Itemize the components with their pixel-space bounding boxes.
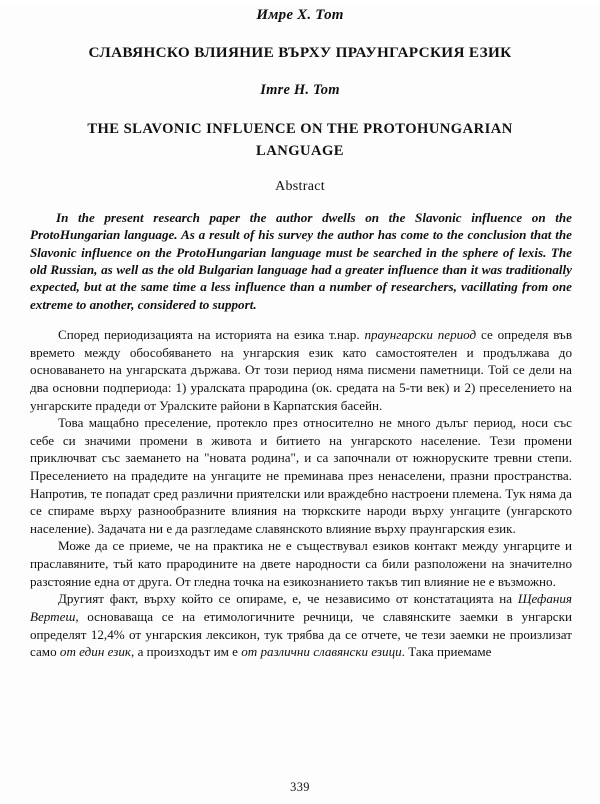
text-run: Според периодизацията на историята на езика т.нар.: [58, 327, 365, 343]
article-title-latin: THE SLAVONIC INFLUENCE ON THE PROTOHUNGARIAN LANGUAGE: [87, 121, 513, 159]
text-run: Може да се приеме, че на практика не е съществувал езиков контакт между унгарците и праславяните, тъй като прародините на двете народности са били разположени на значително разстояние една от друга. От гледна точка на езикознанието такъв тип влияние не е възможно.: [30, 538, 572, 589]
text-run: , основаваща се на етимологичните речници, че славянските заемки в унгарски определят 12,4% от унгарския лексикон, тук трябва да се отчете, че тези заемки не произлизат само: [30, 608, 572, 660]
text-run: Това мащабно преселение, протекло през относително не много дълъг период, носи със себе си значими промени в живота и битието на унгарското население. Тези промени приключват със заемането на "новата родина", и са започнали от южноруските тревни степи. Преселението на прадедите на унгаците не преминава през ненаселени, празни пространства. Напротив, те попадат сред различни приятелски или враждебно настроени племена. Тук няма да се спираме върху разнообразните влияния на тюркските народи върху унгаците (унгарското население). Задачата ни е да разгледаме славянското влияние върху праунгарския език.: [30, 415, 572, 536]
body-paragraph: [26, 537, 574, 590]
abstract-text: In the present research paper the author dwells on the Slavonic influence on the ProtoHungarian language. As a result of his survey the author has come to the conclusion that the Slavonic influence on the ProtoHungarian language must be searched in the sphere of lexis. The old Russian, as well as the old Bulgarian language had a greater influence than it was traditionally expected, but at the same time a less influence than a number of researchers, vacillating from one extreme to another, considered to support.: [30, 209, 572, 312]
document-page: [0, 4, 600, 804]
body-paragraph: [26, 414, 574, 537]
emphasized-term: Щефания Вертеш: [30, 591, 572, 624]
body-paragraph: [26, 590, 574, 660]
emphasized-term: от различни славянски езици: [241, 644, 402, 660]
text-run: . Така приемаме: [401, 644, 492, 660]
emphasized-term: от един език: [59, 644, 132, 660]
body-text: [26, 326, 574, 661]
emphasized-term: праунгарски период: [364, 327, 477, 343]
body-paragraph: [26, 326, 574, 414]
text-run: Другият факт, върху който се опираме, е, че независимо от констатацията на: [58, 591, 518, 607]
page-number: 339: [290, 780, 310, 794]
text-run: се определя във времето между обособяването на унгарския език като самостоятелен и продължава до основаването на унгарската държава. От този период няма писмени паметници. Той се дели на два основни подпериода: 1) уралската прародина (ок. средата на 5-ти век) и 2) преселението на унгарските прадеди от Уралските райони в Карпатския басейн.: [30, 327, 573, 413]
article-title-cyrillic: СЛАВЯНСКО ВЛИЯНИЕ ВЪРХУ ПРАУНГАРСКИЯ ЕЗИК: [88, 44, 512, 61]
abstract-heading: Abstract: [275, 178, 325, 194]
author-name-latin: Imre H. Tom: [260, 82, 340, 98]
text-run: , а произходът им е: [131, 644, 242, 660]
author-name-cyrillic: Имре Х. Тот: [256, 7, 344, 23]
